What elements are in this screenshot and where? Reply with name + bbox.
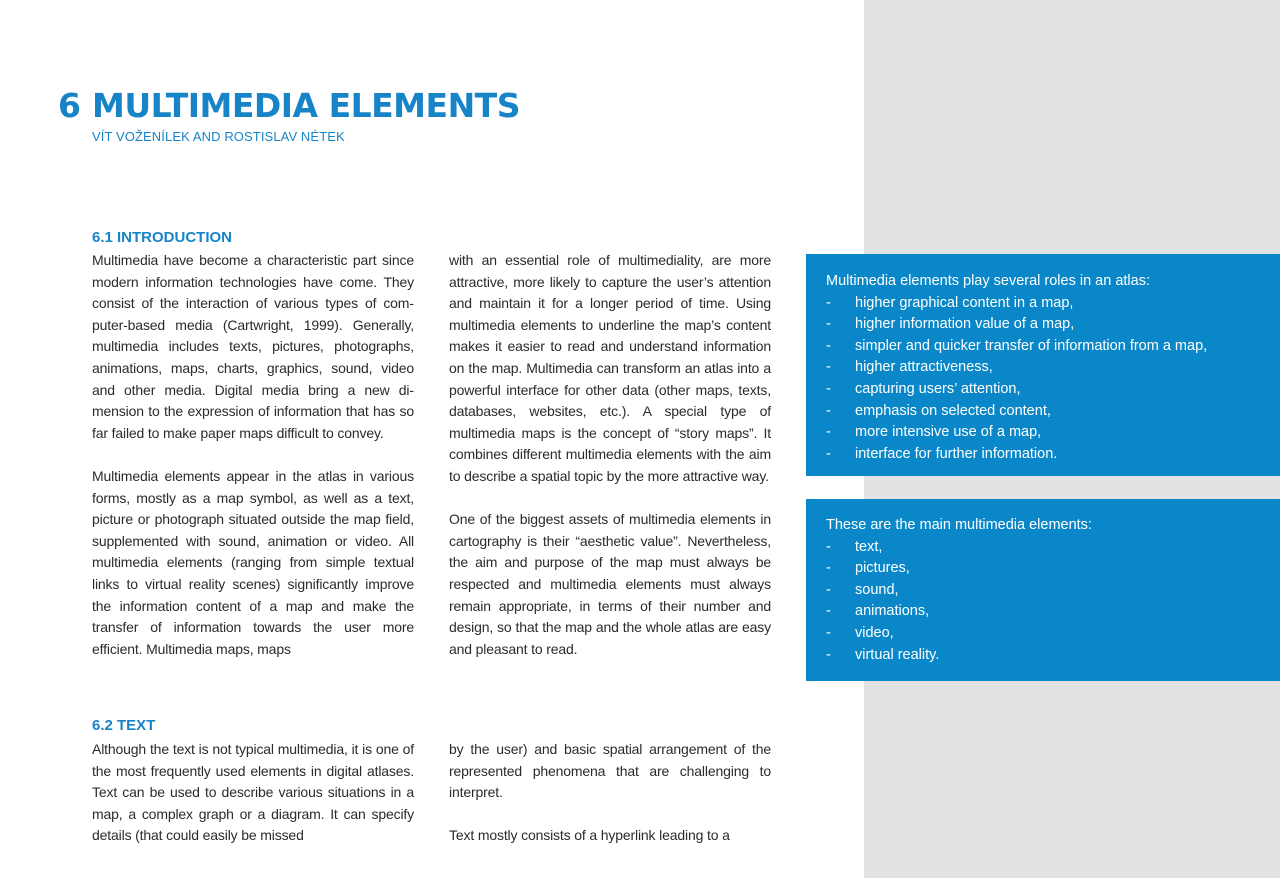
chapter-authors: VÍT VOŽENÍLEK AND ROSTISLAV NÉTEK [92, 129, 345, 144]
text-right-column [449, 739, 771, 847]
list-item: - higher graphical content in a map, [826, 294, 1074, 311]
chapter-title-text: MULTIMEDIA ELEMENTS [92, 86, 520, 125]
roles-box-intro: Multimedia elements play several roles in an atlas: [826, 273, 1150, 289]
roles-list [826, 293, 1280, 466]
paragraph: Text mostly consists of a hyperlink leading to a [449, 827, 730, 844]
chapter-number: 6 [58, 86, 81, 125]
paragraph: by the user) and basic spatial arrangement of the represented phenomena that are challenging to interpret. [449, 741, 771, 801]
list-item: - emphasis on selected content, [826, 402, 1051, 419]
list-item: - interface for further information. [826, 445, 1058, 462]
list-item: - more intensive use of a map, [826, 424, 1042, 441]
chapter-title [58, 86, 520, 126]
text-left-column [92, 739, 414, 847]
list-item: - sound, [826, 581, 899, 598]
list-item: - higher information value of a map, [826, 316, 1075, 333]
list-item: - capturing users’ attention, [826, 380, 1021, 397]
elements-info-box [806, 499, 1280, 681]
paragraph: with an essential role of multimediality, are more attractive, more likely to capture the user’s attention and maintain it for a longer period of time. Using multimedia elements to underline the map’s content makes it easier to read and understand information on the map. Multimedia can transform an atlas into a powerful interface for other data (other maps, texts, databases, websites, etc.). A special type of multimedia maps is the concept of “story maps”. It combines different multimedia elements with the aim to describe a spatial topic by the more attractive way. [449, 252, 771, 484]
section-heading-introduction: 6.1 INTRODUCTION [92, 229, 233, 246]
paragraph: One of the biggest assets of multimedia elements in cartography is their “aesthetic value”. Nevertheless, the aim and purpose of the map must always be respected and multimedia elements must always remain appropriate, in terms of their number and design, so that the map and the whole atlas are easy and pleasant to read. [449, 511, 771, 657]
list-item: - pictures, [826, 560, 910, 577]
roles-info-box [806, 254, 1280, 476]
paragraph: Although the text is not typical multimedia, it is one of the most frequently used elements in digital atlases. Text can be used to describe various situations in a map, a complex graph or a diagram. It can specify details (that could easily be missed [92, 741, 414, 844]
paragraph: Multimedia have become a characteristic part since modern information technologies have come. They consist of the interaction of various types of computer-based media (Cartwright, 1999). Generally, multimedia includes texts, pictures, photographs, animations, maps, charts, graphics, sound, video and other media. Digital media bring a new dimension to the expression of information that has so far failed to make paper maps difficult to convey. [92, 252, 414, 441]
list-item: - text, [826, 538, 883, 555]
list-item: - virtual reality. [826, 646, 940, 663]
list-item: - simpler and quicker transfer of information from a map, [826, 337, 1208, 354]
list-item: - animations, [826, 603, 930, 620]
elements-list [826, 537, 1280, 667]
section-heading-text: 6.2 TEXT [92, 717, 156, 734]
intro-left-column [92, 250, 414, 660]
paragraph: Multimedia elements appear in the atlas in various forms, mostly as a map symbol, as well as a text, picture or photograph situated outside the map field, supplemented with sound, animation or video. All multimedia elements (ranging from simple textual links to virtual reality scenes) significantly improve the information content of a map and make the transfer of information towards the user more efficient. Multimedia maps, maps [92, 467, 414, 657]
intro-right-column [449, 250, 771, 660]
list-item: - video, [826, 624, 894, 641]
list-item: - higher attractiveness, [826, 359, 993, 376]
elements-box-intro: These are the main multimedia elements: [826, 517, 1092, 533]
